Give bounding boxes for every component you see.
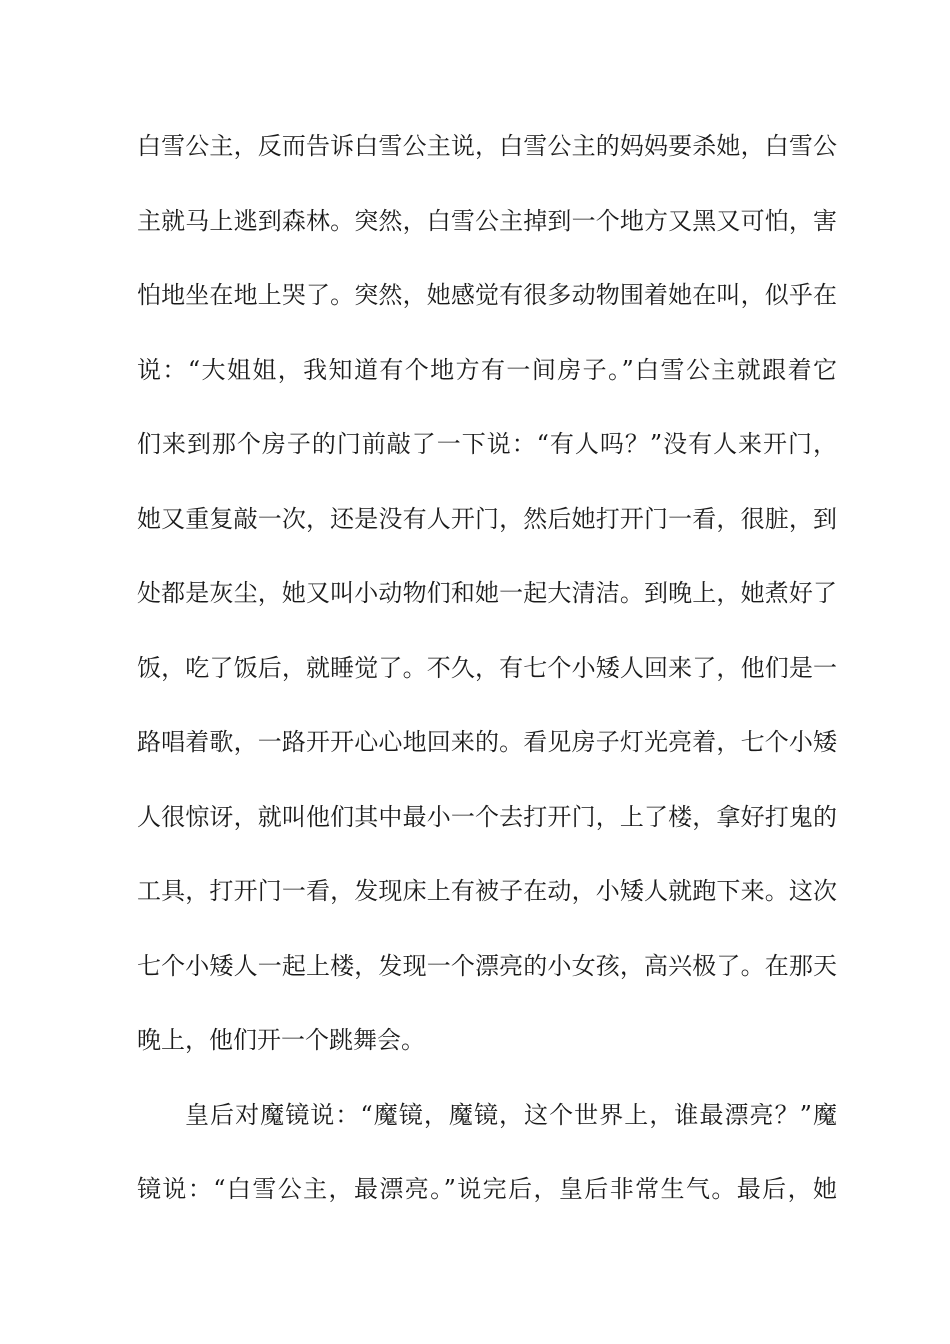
text-line: 怕地坐在地上哭了。突然，她感觉有很多动物围着她在叫，似乎在 (137, 281, 837, 309)
text-line: 白雪公主，反而告诉白雪公主说，白雪公主的妈妈要杀她，白雪公 (137, 132, 837, 160)
text-line: 们来到那个房子的门前敲了一下说：“有人吗？”没有人来开门， (137, 430, 837, 458)
text-line: 路唱着歌，一路开开心心地回来的。看见房子灯光亮着，七个小矮 (137, 728, 837, 756)
text-line: 处都是灰尘，她又叫小动物们和她一起大清洁。到晚上，她煮好了 (137, 579, 837, 607)
text-line: 镜说：“白雪公主，最漂亮。”说完后，皇后非常生气。最后，她 (137, 1175, 837, 1203)
text-line: 七个小矮人一起上楼，发现一个漂亮的小女孩，高兴极了。在那天 (137, 951, 837, 980)
paragraph-end-line: 晚上，他们开一个跳舞会。 (137, 1026, 425, 1054)
text-line: 人很惊讶，就叫他们其中最小一个去打开门，上了楼，拿好打鬼的 (137, 802, 837, 831)
text-line: 说：“大姐姐，我知道有个地方有一间房子。”白雪公主就跟着它 (137, 355, 837, 384)
story-text (137, 122, 837, 1240)
text-line: 饭，吃了饭后，就睡觉了。不久，有七个小矮人回来了，他们是一 (137, 653, 837, 682)
text-line: 她又重复敲一次，还是没有人开门，然后她打开门一看，很脏，到 (137, 504, 837, 533)
text-line: 主就马上逃到森林。突然，白雪公主掉到一个地方又黑又可怕，害 (137, 206, 837, 235)
paragraph-start-line: 皇后对魔镜说：“魔镜，魔镜，这个世界上，谁最漂亮？”魔 (185, 1100, 837, 1129)
text-line: 工具，打开门一看，发现床上有被子在动，小矮人就跑下来。这次 (137, 877, 837, 905)
